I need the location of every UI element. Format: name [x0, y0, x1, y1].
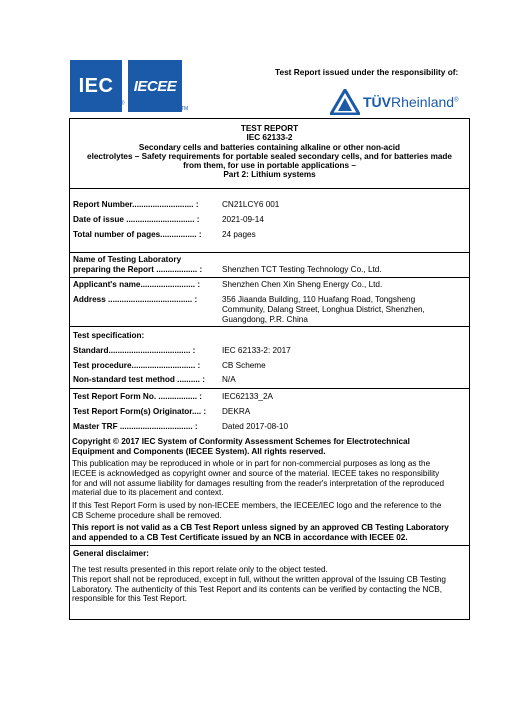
- tuv-rheinland-logo: [330, 89, 475, 115]
- report-number-label: Report Number........................... :: [73, 200, 199, 209]
- applicant-name-label: Applicant's name........................ :: [73, 280, 201, 289]
- divider: [69, 326, 470, 327]
- paragraph-line: If this Test Report Form is used by non-IECEE members, the IECEE/IEC logo and the reference to the: [72, 501, 442, 510]
- address-line: Guangdong, P.R. China: [222, 315, 308, 324]
- report-subject-line: from them, for use in portable applications –: [183, 161, 356, 171]
- non-standard-method-label: Non-standard test method .......... :: [73, 375, 205, 384]
- paragraph-line: responsible for this Test Report.: [72, 594, 187, 604]
- standard-value: IEC 62133-2: 2017: [222, 346, 291, 355]
- iec-logo-text: IEC: [78, 74, 114, 97]
- paragraph-line: Laboratory. The authenticity of this Test Report and its contents can be verified by contacting the NCB,: [72, 584, 443, 594]
- report-heading: [72, 124, 467, 180]
- tuv-registered: ®: [454, 97, 459, 104]
- report-standard: IEC 62133-2: [246, 133, 293, 143]
- test-procedure-label: Test procedure............................ :: [73, 361, 201, 370]
- reproduction-paragraph: [72, 459, 468, 498]
- paragraph-line: The test results presented in this report relate only to the object tested.: [72, 565, 328, 574]
- paragraph-line: This report shall not be reproduced, except in full, without the written approval of the Issuing CB Testing: [72, 574, 446, 584]
- paragraph-line: This publication may be reproduced in whole or in part for non-commercial purposes as long as the: [72, 459, 431, 468]
- divider: [69, 388, 470, 389]
- divider: [69, 277, 470, 278]
- paragraph-line: This report is not valid as a CB Test Report unless signed by an approved CB Testing Laboratory: [72, 523, 449, 532]
- report-number-value: CN21LCY6 001: [222, 200, 280, 209]
- standard-label: Standard.................................... :: [73, 346, 196, 355]
- tuv-rheinland-wordmark: [363, 94, 458, 110]
- report-subject-line: Secondary cells and batteries containing alkaline or other non-acid: [138, 142, 401, 152]
- tuv-triangle-icon: [330, 89, 360, 115]
- master-trf-value: Dated 2017-08-10: [222, 422, 289, 431]
- paragraph-line: IECEE is acknowledged as copyright owner and source of the material. IECEE takes no responsibility: [72, 468, 440, 478]
- address-label: Address ..................................... :: [73, 295, 198, 304]
- general-disclaimer-heading: General disclaimer:: [73, 549, 149, 558]
- trademark-mark: TM: [181, 106, 189, 112]
- form-number-label: Test Report Form No. ................. :: [73, 392, 203, 401]
- validity-notice: [72, 523, 468, 543]
- tuv-suffix: Rheinland: [391, 94, 455, 110]
- divider: [69, 545, 470, 546]
- tuv-prefix: TÜV: [363, 94, 391, 110]
- iecee-logo-text: IECEE: [133, 77, 177, 95]
- registered-mark: ®: [120, 101, 125, 107]
- divider: [69, 188, 470, 189]
- copyright-line: Equipment and Components (IECEE System). All rights reserved.: [72, 446, 326, 456]
- address-line: Community, Dalang Street, Longhua District, Shenzhen,: [222, 305, 425, 314]
- form-originator-value: DEKRA: [222, 407, 251, 416]
- date-of-issue-label: Date of issue .............................. :: [73, 215, 200, 224]
- lab-name-value: Shenzhen TCT Testing Technology Co., Ltd.: [222, 265, 382, 274]
- report-subject-line: electrolytes – Safety requirements for portable sealed secondary cells, and for batteries made: [87, 151, 452, 161]
- test-spec-heading: Test specification:: [73, 331, 145, 340]
- applicant-name-value: Shenzhen Chen Xin Sheng Energy Co., Ltd.: [222, 280, 383, 289]
- total-pages-value: 24 pages: [222, 230, 256, 239]
- paragraph-line: material due to its placement and context.: [72, 488, 224, 498]
- iecee-logo: [128, 60, 182, 112]
- report-subject-line: Part 2: Lithium systems: [223, 170, 316, 180]
- form-number-value: IEC62133_2A: [222, 392, 273, 401]
- lab-label-line2: preparing the Report .................. :: [73, 265, 203, 274]
- paragraph-line: and appended to a CB Test Certificate issued by an NCB in accordance with IECEE 02.: [72, 532, 408, 542]
- copyright-notice: [72, 437, 468, 457]
- test-procedure-value: CB Scheme: [222, 361, 266, 370]
- master-trf-label: Master TRF ................................ :: [73, 422, 198, 431]
- iec-logo: [70, 60, 125, 112]
- form-originator-label: Test Report Form(s) Originator.... :: [73, 407, 207, 416]
- disclaimer-text: [72, 565, 468, 604]
- non-standard-method-value: N/A: [222, 375, 236, 384]
- paragraph-line: CB Scheme procedure shall be removed.: [72, 510, 222, 520]
- copyright-line: Copyright © 2017 IEC System of Conformity Assessment Schemes for Electrotechnical: [72, 437, 410, 446]
- total-pages-label: Total number of pages................ :: [73, 230, 202, 239]
- date-of-issue-value: 2021-09-14: [222, 215, 264, 224]
- paragraph-line: for and will not assume liability for damages resulting from the reader's interpretation of the reproduced: [72, 478, 445, 488]
- non-iecee-paragraph: [72, 501, 468, 521]
- responsibility-text: Test Report issued under the responsibility of:: [275, 67, 459, 77]
- lab-label-line1: Name of Testing Laboratory: [73, 255, 182, 264]
- divider: [69, 252, 470, 253]
- report-title: TEST REPORT: [240, 124, 299, 133]
- address-line: 356 Jiaanda Building, 110 Huafang Road, Tongsheng: [222, 295, 416, 304]
